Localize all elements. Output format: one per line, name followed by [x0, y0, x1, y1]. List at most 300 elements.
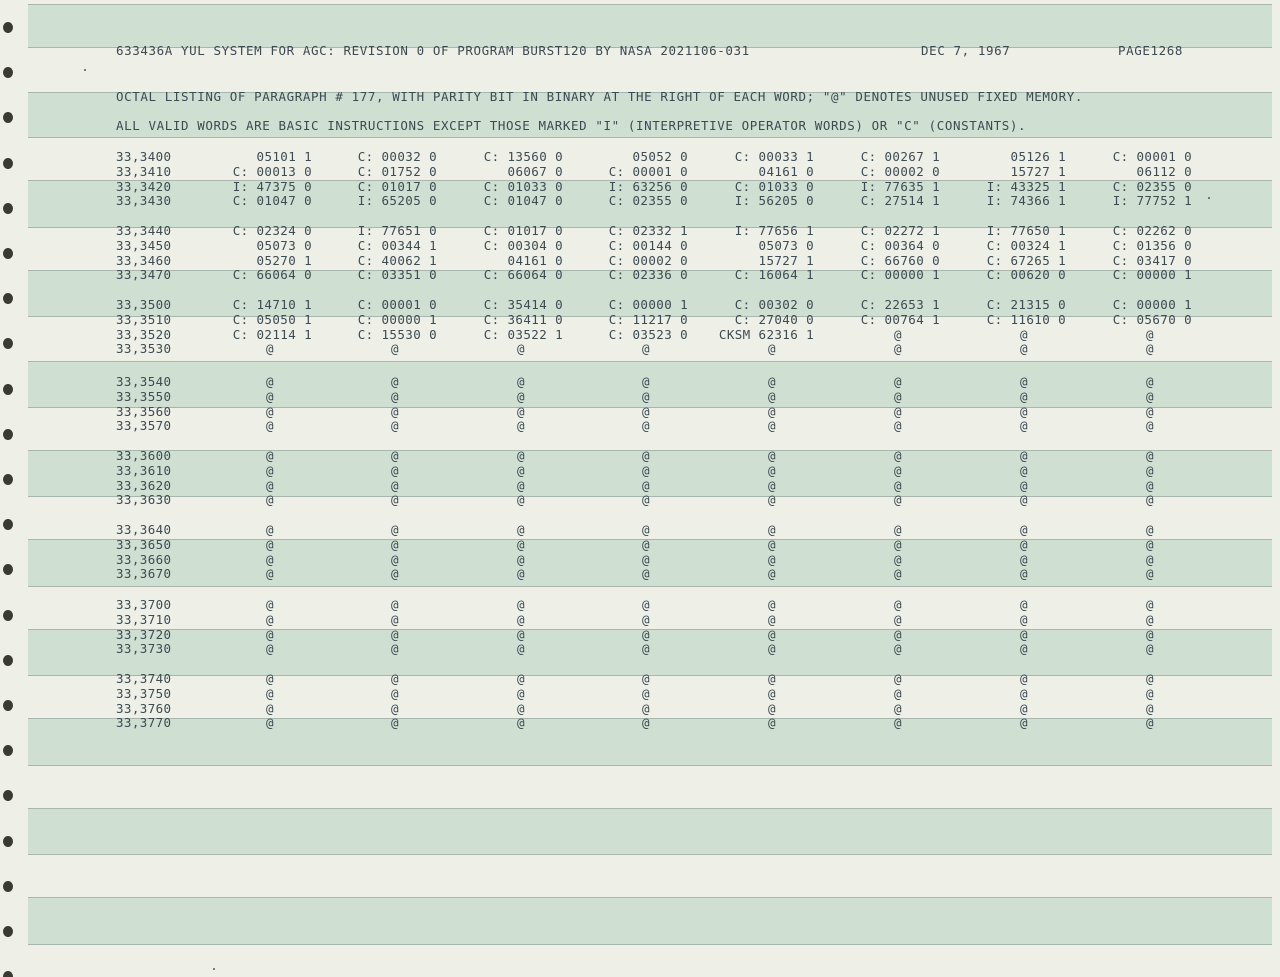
unused-memory-marker: @	[894, 700, 902, 716]
unused-memory-marker: @	[517, 341, 525, 357]
unused-memory-marker: @	[1020, 522, 1028, 537]
table-row	[0, 238, 1280, 253]
unused-memory-marker: @	[768, 536, 776, 552]
unused-memory-marker: @	[894, 685, 902, 701]
memory-word: I: 77656 1	[734, 223, 814, 238]
unused-memory-marker: @	[1146, 522, 1154, 537]
memory-address: 33,3760	[116, 700, 172, 716]
unused-memory-marker: @	[266, 597, 274, 612]
table-row	[0, 389, 1280, 404]
unused-memory-marker: @	[894, 492, 902, 508]
feed-hole	[3, 655, 13, 666]
unused-memory-marker: @	[1146, 566, 1154, 582]
unused-memory-marker: @	[266, 403, 274, 419]
unused-memory-marker: @	[642, 626, 650, 642]
unused-memory-marker: @	[642, 715, 650, 731]
unused-memory-marker: @	[1146, 597, 1154, 612]
unused-memory-marker: @	[1146, 477, 1154, 493]
paper-green-band	[28, 897, 1272, 945]
table-row	[0, 179, 1280, 194]
table-row	[0, 297, 1280, 312]
unused-memory-marker: @	[517, 685, 525, 701]
memory-word: C: 02332 1	[608, 223, 688, 238]
memory-address: 33,3730	[116, 641, 172, 657]
memory-word: C: 02355 0	[608, 193, 688, 209]
unused-memory-marker: @	[517, 403, 525, 419]
unused-memory-marker: @	[642, 477, 650, 493]
unused-memory-marker: @	[768, 418, 776, 434]
unused-memory-marker: @	[642, 597, 650, 612]
memory-word: C: 00000 1	[608, 297, 688, 312]
unused-memory-marker: @	[266, 641, 274, 657]
memory-word: 05126 1	[1010, 149, 1066, 164]
table-row	[0, 253, 1280, 268]
unused-memory-marker: @	[894, 551, 902, 567]
unused-memory-marker: @	[266, 492, 274, 508]
unused-memory-marker: @	[894, 641, 902, 657]
memory-word: C: 01017 0	[483, 223, 563, 238]
memory-word: I: 77651 0	[357, 223, 437, 238]
table-row	[0, 327, 1280, 342]
unused-memory-marker: @	[642, 374, 650, 389]
memory-word: 05073 0	[758, 237, 814, 253]
unused-memory-marker: @	[1146, 492, 1154, 508]
unused-memory-marker: @	[894, 611, 902, 627]
unused-memory-marker: @	[266, 448, 274, 463]
unused-memory-marker: @	[517, 641, 525, 657]
memory-word: C: 01033 0	[734, 178, 814, 194]
table-row	[0, 478, 1280, 493]
memory-word: C: 14710 1	[232, 297, 312, 312]
unused-memory-marker: @	[768, 462, 776, 478]
memory-word: C: 03523 0	[608, 326, 688, 342]
feed-hole	[3, 67, 13, 78]
unused-memory-marker: @	[266, 700, 274, 716]
memory-word: C: 00002 0	[608, 252, 688, 268]
memory-word: 04161 0	[758, 163, 814, 179]
memory-address: 33,3440	[116, 223, 172, 238]
unused-memory-marker: @	[391, 685, 399, 701]
memory-address: 33,3470	[116, 267, 172, 283]
unused-memory-marker: @	[266, 715, 274, 731]
unused-memory-marker: @	[266, 522, 274, 537]
memory-address: 33,3740	[116, 671, 172, 686]
memory-address: 33,3660	[116, 551, 172, 567]
table-row	[0, 193, 1280, 208]
table-row	[0, 418, 1280, 433]
memory-word: C: 03351 0	[357, 267, 437, 283]
unused-memory-marker: @	[391, 626, 399, 642]
unused-memory-marker: @	[517, 551, 525, 567]
unused-memory-marker: @	[894, 326, 902, 342]
print-speck	[213, 968, 215, 970]
unused-memory-marker: @	[1020, 626, 1028, 642]
unused-memory-marker: @	[517, 388, 525, 404]
unused-memory-marker: @	[1020, 566, 1028, 582]
unused-memory-marker: @	[642, 685, 650, 701]
unused-memory-marker: @	[1146, 341, 1154, 357]
memory-word: C: 13560 0	[483, 149, 563, 164]
unused-memory-marker: @	[642, 551, 650, 567]
memory-address: 33,3530	[116, 341, 172, 357]
memory-word: C: 00764 1	[860, 311, 940, 327]
unused-memory-marker: @	[894, 477, 902, 493]
unused-memory-marker: @	[1020, 715, 1028, 731]
memory-word: C: 66064 0	[483, 267, 563, 283]
table-row	[0, 537, 1280, 552]
table-row	[0, 463, 1280, 478]
feed-hole	[3, 926, 13, 937]
unused-memory-marker: @	[517, 700, 525, 716]
memory-address: 33,3430	[116, 193, 172, 209]
unused-memory-marker: @	[642, 700, 650, 716]
memory-word: 05052 0	[632, 149, 688, 164]
listing-title: 633436A YUL SYSTEM FOR AGC: REVISION 0 OF PROGRAM BURST120 BY NASA 2021106-031	[116, 43, 750, 58]
unused-memory-marker: @	[517, 626, 525, 642]
unused-memory-marker: @	[768, 388, 776, 404]
memory-word: C: 36411 0	[483, 311, 563, 327]
memory-address: 33,3720	[116, 626, 172, 642]
table-row	[0, 223, 1280, 238]
unused-memory-marker: @	[768, 626, 776, 642]
memory-word: I: 56205 0	[734, 193, 814, 209]
unused-memory-marker: @	[642, 611, 650, 627]
unused-memory-marker: @	[1020, 671, 1028, 686]
unused-memory-marker: @	[391, 522, 399, 537]
table-row	[0, 552, 1280, 567]
unused-memory-marker: @	[1146, 715, 1154, 731]
memory-word: C: 02336 0	[608, 267, 688, 283]
memory-word: C: 00344 1	[357, 237, 437, 253]
unused-memory-marker: @	[1020, 611, 1028, 627]
unused-memory-marker: @	[517, 462, 525, 478]
unused-memory-marker: @	[1020, 536, 1028, 552]
memory-address: 33,3750	[116, 685, 172, 701]
memory-word: C: 00364 0	[860, 237, 940, 253]
memory-word: 05101 1	[256, 149, 312, 164]
memory-word: C: 00002 0	[860, 163, 940, 179]
memory-word: C: 00000 1	[357, 311, 437, 327]
unused-memory-marker: @	[1020, 418, 1028, 434]
unused-memory-marker: @	[1020, 388, 1028, 404]
memory-word: C: 01033 0	[483, 178, 563, 194]
memory-address: 33,3610	[116, 462, 172, 478]
unused-memory-marker: @	[266, 462, 274, 478]
unused-memory-marker: @	[1146, 700, 1154, 716]
paper-green-band	[28, 4, 1272, 48]
unused-memory-marker: @	[642, 388, 650, 404]
unused-memory-marker: @	[391, 418, 399, 434]
unused-memory-marker: @	[1020, 374, 1028, 389]
memory-address: 33,3520	[116, 326, 172, 342]
unused-memory-marker: @	[517, 611, 525, 627]
unused-memory-marker: @	[266, 671, 274, 686]
table-row	[0, 701, 1280, 716]
memory-word: C: 15530 0	[357, 326, 437, 342]
paper-green-band	[28, 808, 1272, 855]
unused-memory-marker: @	[1020, 462, 1028, 478]
unused-memory-marker: @	[517, 477, 525, 493]
unused-memory-marker: @	[894, 566, 902, 582]
unused-memory-marker: @	[391, 536, 399, 552]
unused-memory-marker: @	[517, 374, 525, 389]
unused-memory-marker: @	[1146, 462, 1154, 478]
unused-memory-marker: @	[642, 671, 650, 686]
unused-memory-marker: @	[1020, 326, 1028, 342]
memory-word: C: 00302 0	[734, 297, 814, 312]
memory-word: C: 00000 1	[1112, 267, 1192, 283]
memory-word: I: 43325 1	[986, 178, 1066, 194]
unused-memory-marker: @	[894, 715, 902, 731]
table-row	[0, 312, 1280, 327]
memory-word: I: 65205 0	[357, 193, 437, 209]
table-row	[0, 374, 1280, 389]
memory-word: C: 66760 0	[860, 252, 940, 268]
unused-memory-marker: @	[391, 492, 399, 508]
unused-memory-marker: @	[1020, 700, 1028, 716]
unused-memory-marker: @	[1146, 388, 1154, 404]
unused-memory-marker: @	[768, 448, 776, 463]
unused-memory-marker: @	[642, 566, 650, 582]
unused-memory-marker: @	[391, 671, 399, 686]
table-row	[0, 522, 1280, 537]
memory-word: C: 00000 1	[1112, 297, 1192, 312]
memory-word: C: 00267 1	[860, 149, 940, 164]
unused-memory-marker: @	[768, 374, 776, 389]
memory-word: C: 16064 1	[734, 267, 814, 283]
memory-address: 33,3670	[116, 566, 172, 582]
unused-memory-marker: @	[768, 477, 776, 493]
unused-memory-marker: @	[517, 671, 525, 686]
unused-memory-marker: @	[266, 685, 274, 701]
unused-memory-marker: @	[1020, 551, 1028, 567]
unused-memory-marker: @	[1146, 641, 1154, 657]
memory-address: 33,3410	[116, 163, 172, 179]
memory-word: C: 00032 0	[357, 149, 437, 164]
memory-word: 04161 0	[507, 252, 563, 268]
unused-memory-marker: @	[1146, 611, 1154, 627]
unused-memory-marker: @	[768, 611, 776, 627]
memory-address: 33,3770	[116, 715, 172, 731]
unused-memory-marker: @	[517, 492, 525, 508]
table-row	[0, 715, 1280, 730]
table-row	[0, 597, 1280, 612]
unused-memory-marker: @	[1020, 685, 1028, 701]
memory-address: 33,3640	[116, 522, 172, 537]
table-row	[0, 671, 1280, 686]
feed-hole	[3, 971, 13, 977]
unused-memory-marker: @	[894, 448, 902, 463]
page-number: PAGE1268	[1118, 43, 1184, 58]
memory-word: C: 01017 0	[357, 178, 437, 194]
unused-memory-marker: @	[391, 597, 399, 612]
unused-memory-marker: @	[391, 641, 399, 657]
unused-memory-marker: @	[768, 551, 776, 567]
memory-word: 15727 1	[1010, 163, 1066, 179]
memory-word: C: 01356 0	[1112, 237, 1192, 253]
memory-word: CKSM 62316 1	[718, 326, 814, 342]
unused-memory-marker: @	[1146, 536, 1154, 552]
memory-address: 33,3620	[116, 477, 172, 493]
unused-memory-marker: @	[266, 388, 274, 404]
memory-word: C: 01752 0	[357, 163, 437, 179]
memory-word: C: 35414 0	[483, 297, 563, 312]
table-row	[0, 448, 1280, 463]
memory-word: C: 00013 0	[232, 163, 312, 179]
feed-hole	[3, 836, 13, 847]
memory-address: 33,3550	[116, 388, 172, 404]
unused-memory-marker: @	[517, 536, 525, 552]
memory-word: C: 11217 0	[608, 311, 688, 327]
memory-address: 33,3420	[116, 178, 172, 194]
memory-word: C: 01047 0	[483, 193, 563, 209]
unused-memory-marker: @	[391, 700, 399, 716]
table-row	[0, 341, 1280, 356]
memory-word: C: 00304 0	[483, 237, 563, 253]
memory-word: C: 02272 1	[860, 223, 940, 238]
table-row	[0, 566, 1280, 581]
unused-memory-marker: @	[894, 522, 902, 537]
unused-memory-marker: @	[768, 715, 776, 731]
unused-memory-marker: @	[1146, 403, 1154, 419]
unused-memory-marker: @	[894, 597, 902, 612]
unused-memory-marker: @	[266, 626, 274, 642]
memory-word: C: 00324 1	[986, 237, 1066, 253]
memory-address: 33,3450	[116, 237, 172, 253]
memory-word: C: 27040 0	[734, 311, 814, 327]
unused-memory-marker: @	[1020, 403, 1028, 419]
feed-hole	[3, 112, 13, 123]
memory-word: C: 00000 1	[860, 267, 940, 283]
unused-memory-marker: @	[642, 462, 650, 478]
unused-memory-marker: @	[517, 522, 525, 537]
unused-memory-marker: @	[642, 418, 650, 434]
memory-word: I: 63256 0	[608, 178, 688, 194]
memory-word: C: 03522 1	[483, 326, 563, 342]
table-row	[0, 164, 1280, 179]
memory-address: 33,3500	[116, 297, 172, 312]
unused-memory-marker: @	[1146, 418, 1154, 434]
unused-memory-marker: @	[391, 448, 399, 463]
memory-word: I: 77650 1	[986, 223, 1066, 238]
feed-hole	[3, 790, 13, 801]
memory-address: 33,3400	[116, 149, 172, 164]
memory-word: C: 00001 0	[1112, 149, 1192, 164]
table-row	[0, 267, 1280, 282]
memory-word: I: 77635 1	[860, 178, 940, 194]
memory-word: C: 67265 1	[986, 252, 1066, 268]
unused-memory-marker: @	[768, 641, 776, 657]
memory-word: 06112 0	[1136, 163, 1192, 179]
unused-memory-marker: @	[266, 536, 274, 552]
unused-memory-marker: @	[768, 685, 776, 701]
unused-memory-marker: @	[894, 388, 902, 404]
memory-word: C: 11610 0	[986, 311, 1066, 327]
unused-memory-marker: @	[517, 715, 525, 731]
memory-address: 33,3710	[116, 611, 172, 627]
unused-memory-marker: @	[266, 566, 274, 582]
unused-memory-marker: @	[266, 477, 274, 493]
memory-word: 05073 0	[256, 237, 312, 253]
unused-memory-marker: @	[266, 341, 274, 357]
print-speck	[1208, 197, 1210, 199]
unused-memory-marker: @	[894, 671, 902, 686]
memory-address: 33,3700	[116, 597, 172, 612]
print-speck	[84, 69, 86, 71]
unused-memory-marker: @	[1020, 477, 1028, 493]
memory-word: I: 47375 0	[232, 178, 312, 194]
memory-address: 33,3510	[116, 311, 172, 327]
memory-address: 33,3570	[116, 418, 172, 434]
memory-word: 15727 1	[758, 252, 814, 268]
unused-memory-marker: @	[1146, 326, 1154, 342]
unused-memory-marker: @	[768, 492, 776, 508]
memory-word: C: 00001 0	[608, 163, 688, 179]
memory-address: 33,3460	[116, 252, 172, 268]
memory-address: 33,3540	[116, 374, 172, 389]
unused-memory-marker: @	[768, 403, 776, 419]
memory-word: C: 02262 0	[1112, 223, 1192, 238]
unused-memory-marker: @	[768, 671, 776, 686]
memory-word: C: 40062 1	[357, 252, 437, 268]
memory-word: C: 02355 0	[1112, 178, 1192, 194]
unused-memory-marker: @	[1020, 492, 1028, 508]
unused-memory-marker: @	[642, 492, 650, 508]
memory-word: C: 00144 0	[608, 237, 688, 253]
memory-address: 33,3630	[116, 492, 172, 508]
unused-memory-marker: @	[266, 374, 274, 389]
feed-hole	[3, 22, 13, 33]
memory-word: I: 77752 1	[1112, 193, 1192, 209]
memory-word: C: 02114 1	[232, 326, 312, 342]
unused-memory-marker: @	[1146, 671, 1154, 686]
memory-word: 05270 1	[256, 252, 312, 268]
unused-memory-marker: @	[642, 536, 650, 552]
unused-memory-marker: @	[642, 403, 650, 419]
unused-memory-marker: @	[391, 477, 399, 493]
table-row	[0, 641, 1280, 656]
unused-memory-marker: @	[1146, 448, 1154, 463]
unused-memory-marker: @	[391, 551, 399, 567]
table-row	[0, 686, 1280, 701]
memory-word: C: 03417 0	[1112, 252, 1192, 268]
unused-memory-marker: @	[768, 597, 776, 612]
feed-hole	[3, 881, 13, 892]
table-row	[0, 627, 1280, 642]
memory-word: I: 74366 1	[986, 193, 1066, 209]
table-row	[0, 612, 1280, 627]
memory-word: C: 05670 0	[1112, 311, 1192, 327]
memory-word: C: 00001 0	[357, 297, 437, 312]
unused-memory-marker: @	[391, 374, 399, 389]
unused-memory-marker: @	[642, 522, 650, 537]
unused-memory-marker: @	[894, 626, 902, 642]
unused-memory-marker: @	[642, 641, 650, 657]
listing-description: OCTAL LISTING OF PARAGRAPH # 177, WITH PARITY BIT IN BINARY AT THE RIGHT OF EACH WORD; "@" DENOTES UNUSED FIXED MEMORY.	[116, 89, 1083, 104]
unused-memory-marker: @	[768, 341, 776, 357]
unused-memory-marker: @	[391, 462, 399, 478]
memory-word: C: 22653 1	[860, 297, 940, 312]
unused-memory-marker: @	[517, 566, 525, 582]
memory-word: C: 00620 0	[986, 267, 1066, 283]
feed-hole	[3, 745, 13, 756]
unused-memory-marker: @	[768, 566, 776, 582]
unused-memory-marker: @	[391, 566, 399, 582]
unused-memory-marker: @	[1020, 448, 1028, 463]
unused-memory-marker: @	[391, 611, 399, 627]
unused-memory-marker: @	[642, 448, 650, 463]
unused-memory-marker: @	[1020, 341, 1028, 357]
